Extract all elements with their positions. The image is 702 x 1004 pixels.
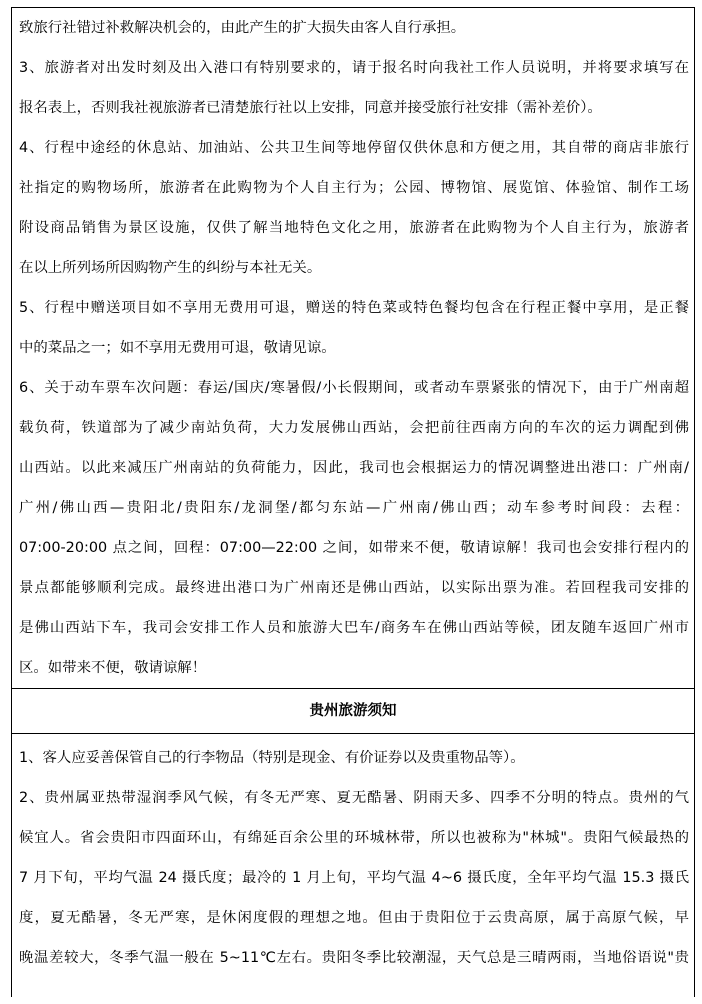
text-line: 4、行程中途经的休息站、加油站、公共卫生间等地停留仅供休息和方便之用，其自带的商店非旅行: [19, 140, 689, 156]
note-paragraph-5: [19, 288, 689, 368]
text-line: 1、客人应妥善保管自己的行李物品（特别是现金、有价证券以及贵重物品等）。: [19, 750, 525, 766]
text-line: 度，夏无酷暑，冬无严寒，是休闲度假的理想之地。但由于贵阳位于云贵高原，属于高原气候，早: [19, 910, 689, 926]
text-line: 山西站。以此来减压广州南站的负荷能力，因此，我司也会根据运力的情况调整进出港口：广州南/: [19, 460, 689, 476]
text-line: 报名表上，否则我社视旅游者已清楚旅行社以上安排，同意并接受旅行社安排（需补差价）。: [19, 100, 602, 116]
note-paragraph-6: [19, 368, 689, 688]
text-line: 附设商品销售为景区设施，仅供了解当地特色文化之用，旅游者在此购物为个人自主行为，旅游者: [19, 220, 689, 236]
text-line: 07:00-20:00 点之间，回程：07:00—22:00 之间，如带来不便，敬请谅解！我司也会安排行程内的: [19, 540, 689, 556]
text-line: 3、旅游者对出发时刻及出入港口有特别要求的，请于报名时向我社工作人员说明，并将要求填写在: [19, 60, 689, 76]
text-line: 2、贵州属亚热带湿润季风气候，有冬无严寒、夏无酷暑、阴雨天多、四季不分明的特点。贵州的气: [19, 790, 689, 806]
text-line: 5、行程中赠送项目如不享用无费用可退，赠送的特色菜或特色餐均包含在行程正餐中享用，是正餐: [19, 300, 689, 316]
notes-cell: [12, 8, 694, 689]
note-paragraph-4: [19, 128, 689, 288]
guizhou-paragraph-1: [19, 738, 689, 778]
note-paragraph-3: [19, 48, 689, 128]
text-line: 载负荷，铁道部为了减少南站负荷，大力发展佛山西站，会把前往西南方向的车次的运力调配到佛: [19, 420, 689, 436]
text-line: 致旅行社错过补救解决机会的，由此产生的扩大损失由客人自行承担。: [19, 20, 466, 36]
text-line: 7 月下旬，平均气温 24 摄氏度；最冷的 1 月上旬，平均气温 4~6 摄氏度，全年平均气温 15.3 摄氏: [19, 870, 689, 886]
guizhou-notes-cell: [12, 734, 694, 1004]
text-line: 晚温差较大，冬季气温一般在 5~11℃左右。贵阳冬季比较潮湿，天气总是三晴两雨，当地俗语说"贵: [19, 950, 689, 966]
section-title: 贵州旅游须知: [12, 689, 694, 734]
text-line: 是佛山西站下车，我司会安排工作人员和旅游大巴车/商务车在佛山西站等候，团友随车返回广州市: [19, 620, 689, 636]
text-line: 广州/佛山西—贵阳北/贵阳东/龙洞堡/都匀东站—广州南/佛山西；动车参考时间段：去程：: [19, 500, 689, 516]
text-line: 中的菜品之一；如不享用无费用可退，敬请见谅。: [19, 340, 336, 356]
text-line: 景点都能够顺利完成。最终进出港口为广州南还是佛山西站，以实际出票为准。若回程我司安排的: [19, 580, 689, 596]
text-line: 在以上所列场所因购物产生的纠纷与本社无关。: [19, 260, 322, 276]
guizhou-paragraph-2: [19, 778, 689, 978]
notice-table: [11, 7, 695, 997]
text-line: 6、关于动车票车次问题：春运/国庆/寒暑假/小长假期间，或者动车票紧张的情况下，由于广州南超: [19, 380, 689, 396]
note-paragraph-continuation: [19, 8, 689, 48]
text-line: 候宜人。省会贵阳市四面环山，有绵延百余公里的环城林带，所以也被称为"林城"。贵阳气候最热的: [19, 830, 689, 846]
text-line: 社指定的购物场所，旅游者在此购物为个人自主行为；公园、博物馆、展览馆、体验馆、制作工场: [19, 180, 689, 196]
text-line: 区。如带来不便，敬请谅解！: [19, 660, 207, 676]
